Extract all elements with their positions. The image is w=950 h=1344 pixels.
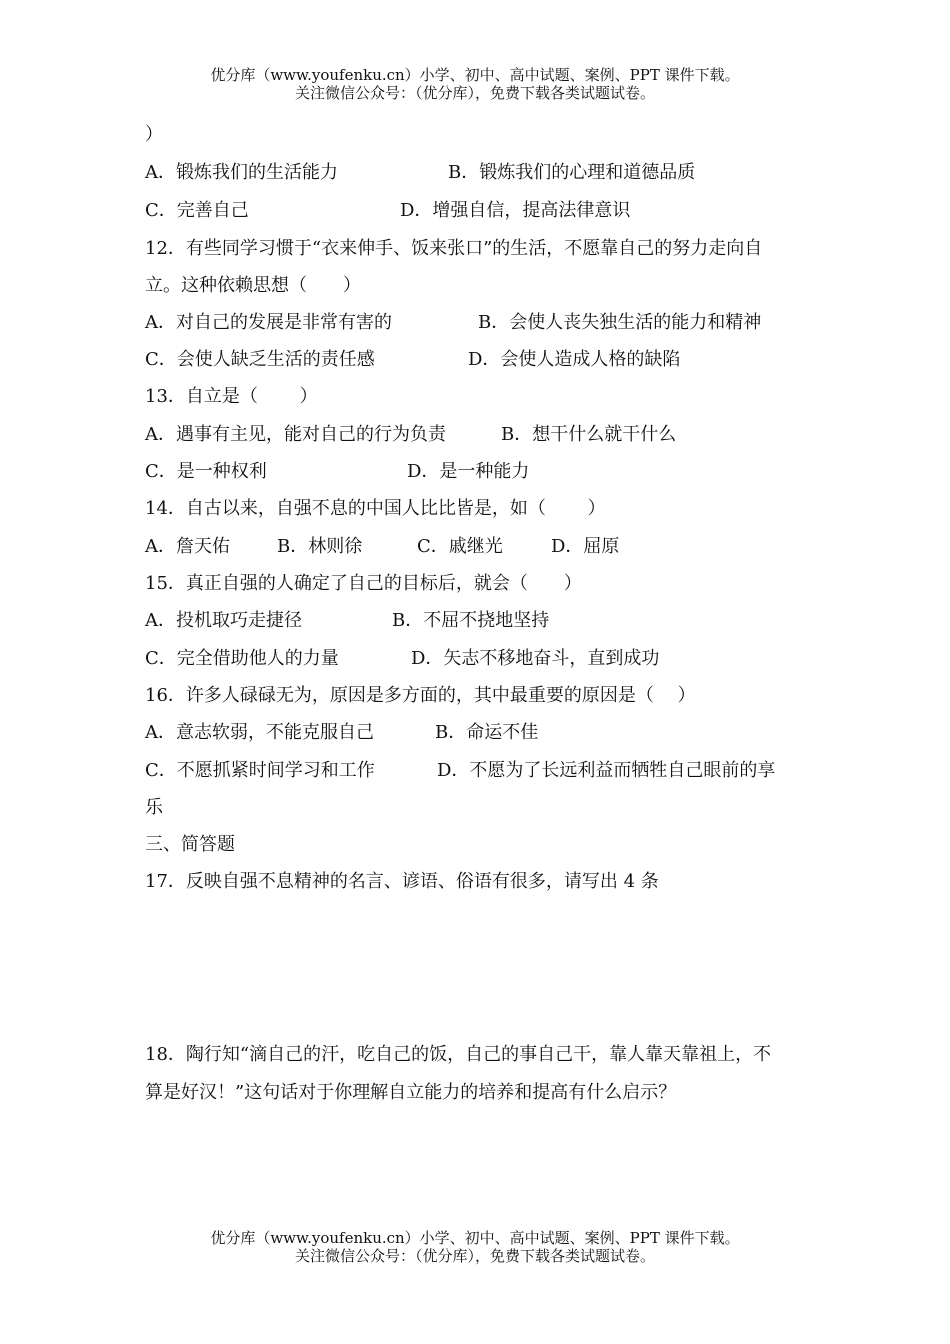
q16-option-d-continued: 乐 bbox=[145, 797, 163, 818]
q13-stem: 13．自立是（ ） bbox=[145, 386, 318, 407]
q12-stem-line-2: 立。这种依赖思想（ ） bbox=[145, 275, 361, 296]
q12-stem-line-1: 12．有些同学习惯于“衣来伸手、饭来张口”的生活，不愿靠自己的努力走向自 bbox=[145, 238, 763, 259]
q11-option-c: C．完善自己 bbox=[145, 200, 249, 221]
q13-option-a: A．遇事有主见，能对自己的行为负责 bbox=[145, 424, 446, 445]
q15-stem: 15．真正自强的人确定了自己的目标后，就会（ ） bbox=[145, 573, 582, 594]
q11-tail: ） bbox=[145, 124, 163, 145]
q13-option-b: B．想干什么就干什么 bbox=[501, 424, 677, 445]
q13-option-d: D．是一种能力 bbox=[407, 461, 530, 482]
q12-option-b: B．会使人丧失独生活的能力和精神 bbox=[478, 312, 762, 333]
q16-option-c: C．不愿抓紧时间学习和工作 bbox=[145, 760, 375, 781]
footer-line-2: 关注微信公众号：（优分库），免费下载各类试题试卷。 bbox=[294, 1247, 655, 1265]
q12-option-a: A．对自己的发展是非常有害的 bbox=[145, 312, 392, 333]
q13-option-c: C．是一种权利 bbox=[145, 461, 267, 482]
page-footer bbox=[0, 1229, 950, 1265]
q16-option-b: B．命运不佳 bbox=[435, 722, 539, 743]
q15-option-c: C．完全借助他人的力量 bbox=[145, 648, 339, 669]
q14-stem: 14．自古以来，自强不息的中国人比比皆是，如（ ） bbox=[145, 498, 606, 519]
page-header bbox=[0, 66, 950, 102]
q15-option-d: D．矢志不移地奋斗，直到成功 bbox=[411, 648, 660, 669]
q14-option-d: D．屈原 bbox=[551, 536, 620, 557]
q11-option-d: D．增强自信，提高法律意识 bbox=[400, 200, 631, 221]
q12-option-c: C．会使人缺乏生活的责任感 bbox=[145, 349, 375, 370]
q11-option-a: A．锻炼我们的生活能力 bbox=[145, 162, 338, 183]
q16-option-a: A．意志软弱，不能克服自己 bbox=[145, 722, 374, 743]
footer-line-1: 优分库（www.youfenku.cn）小学、初中、高中试题、案例、PPT 课件下载。 bbox=[210, 1229, 740, 1247]
q18-stem-line-1: 18．陶行知“滴自己的汗，吃自己的饭，自己的事自己干，靠人靠天靠祖上，不 bbox=[145, 1044, 772, 1065]
q15-option-b: B．不屈不挠地坚持 bbox=[392, 610, 550, 631]
q14-option-b: B．林则徐 bbox=[277, 536, 363, 557]
q16-stem: 16．许多人碌碌无为，原因是多方面的，其中最重要的原因是（ ） bbox=[145, 685, 696, 706]
q16-option-d: D．不愿为了长远利益而牺牲自己眼前的享 bbox=[437, 760, 776, 781]
header-line-2: 关注微信公众号：（优分库），免费下载各类试题试卷。 bbox=[294, 84, 655, 102]
q12-option-d: D．会使人造成人格的缺陷 bbox=[468, 349, 681, 370]
q15-option-a: A．投机取巧走捷径 bbox=[145, 610, 302, 631]
q14-option-c: C．戚继光 bbox=[417, 536, 503, 557]
q18-stem-line-2: 算是好汉！”这句话对于你理解自立能力的培养和提高有什么启示？ bbox=[145, 1082, 677, 1103]
q17-stem: 17．反映自强不息精神的名言、谚语、俗语有很多，请写出 4 条 bbox=[145, 871, 659, 892]
q14-option-a: A．詹天佑 bbox=[145, 536, 230, 557]
section-heading: 三、简答题 bbox=[145, 834, 235, 855]
header-line-1: 优分库（www.youfenku.cn）小学、初中、高中试题、案例、PPT 课件下载。 bbox=[210, 66, 740, 84]
q11-option-b: B．锻炼我们的心理和道德品质 bbox=[448, 162, 696, 183]
